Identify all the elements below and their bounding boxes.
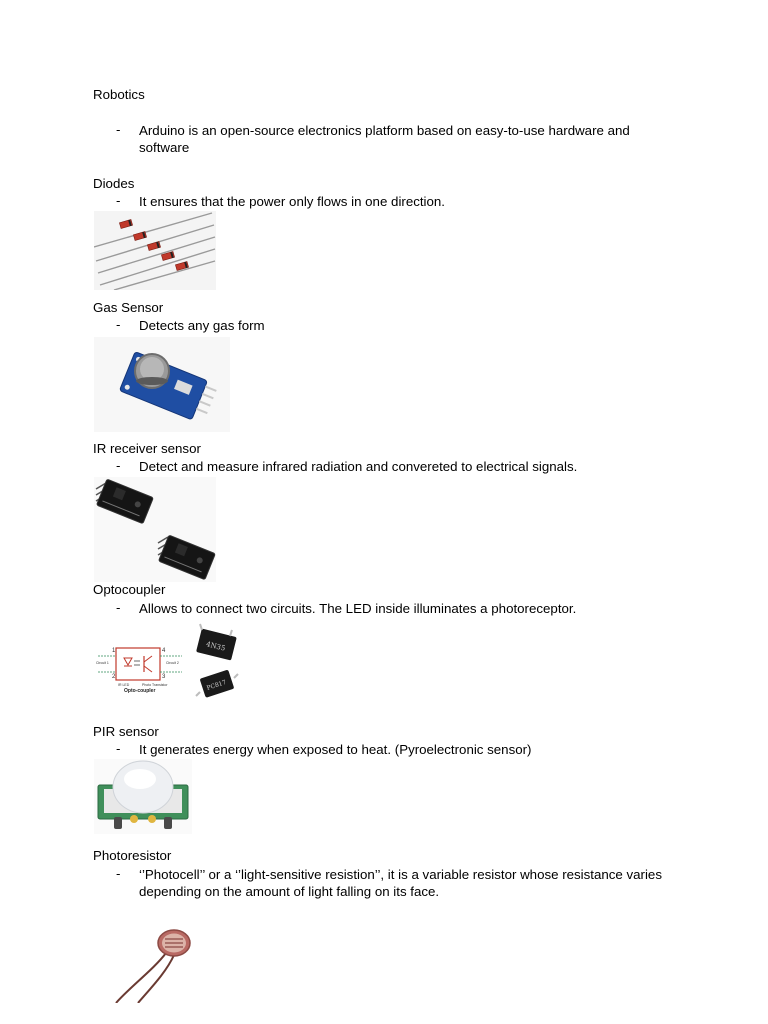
section-title-optocoupler: Optocoupler [93,582,166,597]
opto-pin-3: 3 [162,674,166,680]
bullet-text-robotics: Arduino is an open-source electronics platform based on easy-to-use hardware and software [139,123,630,155]
bullet-text-photoresistor: ‘’Photocell’’ or a ‘’light-sensitive resistion’’, it is a variable resistor whose resistance varies depending on the amount of light falling on its face. [139,867,662,899]
bullet-text-optocoupler: Allows to connect two circuits. The LED inside illuminates a photoreceptor. [139,601,577,616]
bullet-dash: - [116,458,121,473]
bullet-text-ir-receiver: Detect and measure infrared radiation and convereted to electrical signals. [139,459,578,474]
bullet-text-pir-sensor: It generates energy when exposed to heat. (Pyroelectronic sensor) [139,742,532,757]
diodes-image [94,211,216,290]
bullet-dash: - [116,600,121,615]
bullet-dash: - [116,193,121,208]
section-title-robotics: Robotics [93,87,145,102]
opto-label-led: IR LED [118,683,130,687]
opto-pin-1: 1 [112,648,116,654]
section-title-pir-sensor: PIR sensor [93,724,159,739]
opto-pin-2: 2 [112,674,116,680]
bullet-text-diodes: It ensures that the power only flows in one direction. [139,194,445,209]
opto-label-circuit-2: Circuit 2 [166,661,179,665]
opto-caption: Opto-coupler [124,688,156,694]
pir-sensor-image [94,759,192,834]
section-title-photoresistor: Photoresistor [93,848,172,863]
bullet-dash: - [116,866,121,881]
opto-pin-4: 4 [162,648,166,654]
section-title-diodes: Diodes [93,176,135,191]
photoresistor-image [108,901,220,1003]
ir-receiver-image [94,477,216,582]
section-title-gas-sensor: Gas Sensor [93,300,164,315]
bullet-dash: - [116,741,121,756]
opto-chip-top-label: 4N35 [205,640,227,653]
bullet-dash: - [116,122,121,137]
opto-chip-bottom-label: PC817 [205,678,228,692]
bullet-dash: - [116,317,121,332]
gas-sensor-image [94,337,230,432]
section-title-ir-receiver: IR receiver sensor [93,441,201,456]
optocoupler-image [94,620,242,706]
opto-label-circuit-1: Circuit 1 [96,661,109,665]
opto-label-photo: Photo Transistor [142,683,168,687]
bullet-text-gas-sensor: Detects any gas form [139,318,265,333]
